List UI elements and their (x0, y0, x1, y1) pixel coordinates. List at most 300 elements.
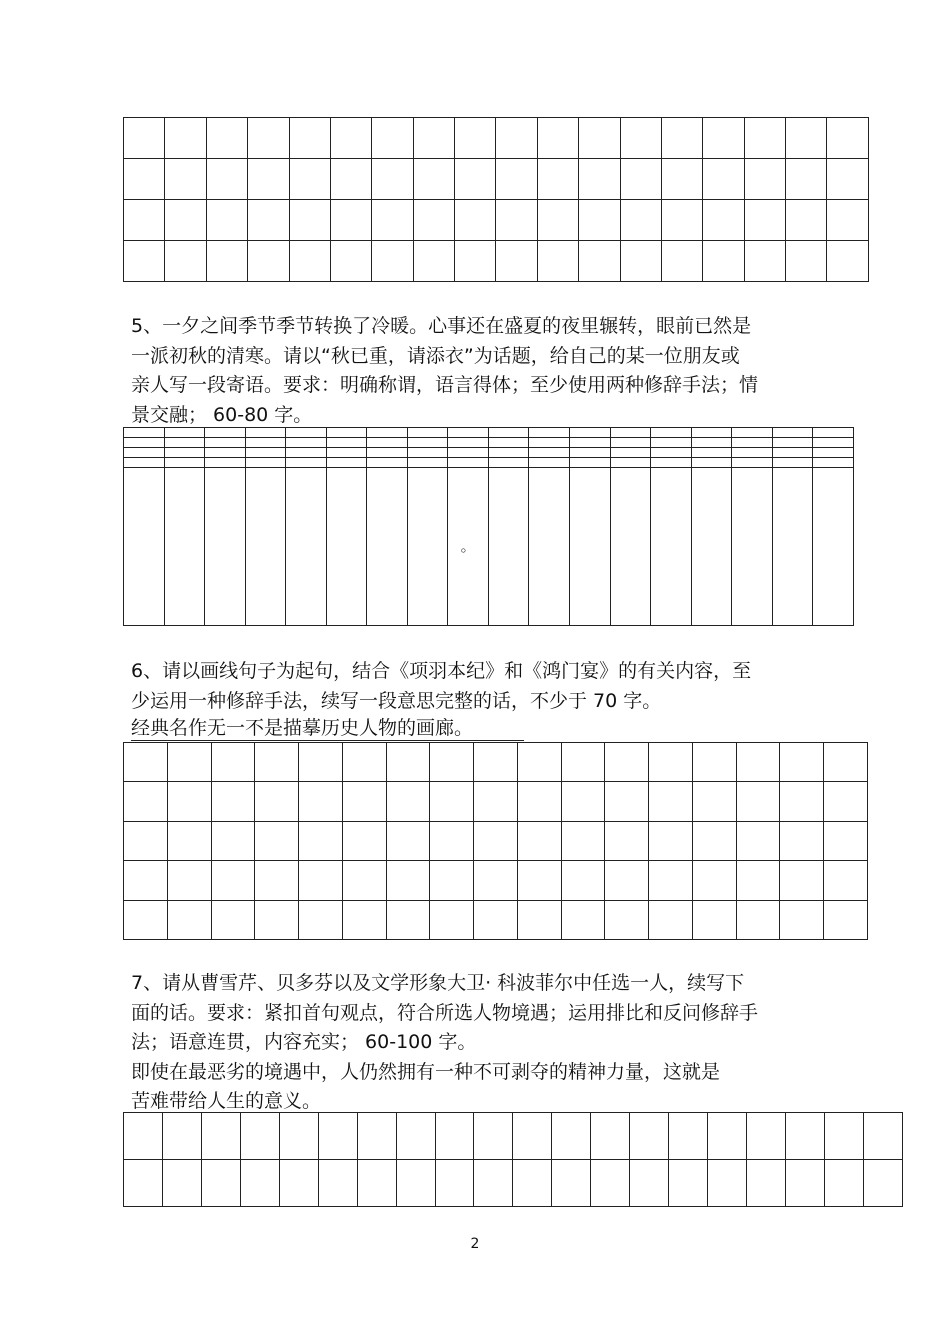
grid-cell[interactable] (289, 159, 330, 200)
grid-cell[interactable] (372, 118, 413, 159)
grid-cell[interactable] (372, 241, 413, 282)
grid-cell[interactable] (780, 821, 824, 860)
grid-cell[interactable] (561, 821, 605, 860)
grid-cell[interactable] (703, 200, 744, 241)
grid-cell[interactable] (435, 1160, 474, 1207)
grid-cell[interactable] (248, 159, 289, 200)
grid-cell[interactable] (786, 118, 827, 159)
grid-cell[interactable] (474, 861, 518, 900)
grid-cell[interactable] (552, 1160, 591, 1207)
grid-cell[interactable] (517, 861, 561, 900)
grid-cell[interactable] (786, 241, 827, 282)
grid-cell[interactable] (286, 437, 327, 447)
grid-cell[interactable] (164, 428, 205, 438)
grid-cell[interactable] (435, 1113, 474, 1160)
grid-cell[interactable] (474, 1113, 513, 1160)
grid-cell[interactable] (513, 1113, 552, 1160)
grid-cell[interactable] (162, 1160, 201, 1207)
grid-cell[interactable] (651, 428, 692, 438)
grid-row (124, 118, 869, 159)
grid-cell[interactable] (474, 900, 518, 939)
grid-cell[interactable] (813, 457, 854, 467)
grid-cell[interactable] (692, 900, 736, 939)
grid-cell[interactable] (430, 861, 474, 900)
grid-cell[interactable] (342, 861, 386, 900)
grid-cell[interactable] (124, 118, 165, 159)
grid-cell[interactable] (167, 782, 211, 821)
grid-cell[interactable] (529, 437, 570, 447)
grid-cell[interactable] (863, 1113, 902, 1160)
grid-cell[interactable] (772, 437, 813, 447)
grid-cell[interactable] (691, 457, 732, 467)
grid-cell[interactable] (413, 159, 454, 200)
grid-cell[interactable] (561, 900, 605, 939)
grid-cell[interactable] (488, 457, 529, 467)
grid-cell[interactable] (448, 457, 489, 467)
grid-cell[interactable] (413, 200, 454, 241)
grid-cell[interactable] (827, 159, 869, 200)
grid-cell[interactable] (496, 118, 537, 159)
grid-cell[interactable] (299, 782, 343, 821)
grid-cell[interactable] (570, 457, 611, 467)
grid-cell[interactable] (661, 118, 702, 159)
grid-cell[interactable] (651, 457, 692, 467)
grid-cell[interactable] (824, 1160, 863, 1207)
grid-cell[interactable] (124, 200, 165, 241)
grid-cell[interactable] (579, 200, 620, 241)
grid-cell[interactable] (649, 821, 693, 860)
grid-cell[interactable] (167, 743, 211, 782)
grid-cell[interactable] (330, 159, 371, 200)
grid-cell[interactable] (703, 159, 744, 200)
grid-cell[interactable] (124, 900, 168, 939)
grid-cell[interactable] (529, 457, 570, 467)
grid-cell[interactable] (747, 1113, 786, 1160)
grid-cell[interactable] (786, 159, 827, 200)
grid-cell[interactable] (206, 118, 247, 159)
grid-cell[interactable] (326, 437, 367, 447)
grid-cell[interactable] (496, 200, 537, 241)
grid-cell[interactable] (732, 428, 773, 438)
grid-cell[interactable] (692, 743, 736, 782)
grid-cell[interactable] (570, 437, 611, 447)
grid-cell[interactable] (703, 118, 744, 159)
grid-cell[interactable] (367, 467, 408, 625)
grid-cell[interactable] (255, 900, 299, 939)
grid-cell[interactable] (824, 782, 868, 821)
grid-cell[interactable] (732, 437, 773, 447)
grid-cell[interactable] (579, 118, 620, 159)
grid-cell[interactable] (124, 861, 168, 900)
grid-cell[interactable] (124, 437, 165, 447)
grid-cell[interactable] (245, 428, 286, 438)
grid-row (124, 1113, 903, 1160)
grid-cell[interactable] (591, 1113, 630, 1160)
grid-cell[interactable] (124, 467, 165, 625)
grid-cell[interactable] (342, 900, 386, 939)
grid-cell[interactable] (455, 200, 496, 241)
grid-cell[interactable] (813, 467, 854, 625)
grid-cell[interactable] (448, 447, 489, 457)
grid-cell[interactable] (863, 1160, 902, 1207)
grid-cell[interactable] (785, 1113, 824, 1160)
grid-cell[interactable] (517, 743, 561, 782)
grid-cell[interactable] (669, 1113, 708, 1160)
grid-cell[interactable] (286, 467, 327, 625)
grid-cell[interactable] (651, 447, 692, 457)
grid-cell[interactable] (649, 743, 693, 782)
grid-cell[interactable] (367, 437, 408, 447)
grid-cell[interactable] (605, 782, 649, 821)
grid-cell[interactable] (669, 1160, 708, 1207)
grid-cell[interactable] (488, 428, 529, 438)
grid-cell[interactable] (513, 1160, 552, 1207)
answer-grid-top[interactable] (123, 117, 869, 282)
grid-cell[interactable] (772, 457, 813, 467)
grid-cell[interactable] (205, 447, 246, 457)
grid-cell[interactable] (474, 782, 518, 821)
grid-cell[interactable] (824, 900, 868, 939)
grid-cell[interactable] (692, 861, 736, 900)
grid-cell[interactable] (330, 241, 371, 282)
grid-cell[interactable] (744, 118, 785, 159)
grid-cell[interactable] (407, 428, 448, 438)
grid-cell[interactable] (206, 200, 247, 241)
grid-cell[interactable] (162, 1113, 201, 1160)
grid-cell[interactable] (620, 241, 661, 282)
grid-cell[interactable] (529, 428, 570, 438)
grid-row (124, 447, 854, 457)
grid-cell[interactable] (326, 447, 367, 457)
grid-cell[interactable] (386, 861, 430, 900)
grid-cell[interactable] (651, 467, 692, 625)
grid-cell[interactable] (342, 782, 386, 821)
grid-cell[interactable] (299, 743, 343, 782)
grid-cell[interactable] (537, 159, 578, 200)
grid-cell[interactable] (286, 428, 327, 438)
grid-cell[interactable] (386, 743, 430, 782)
grid-cell[interactable] (610, 447, 651, 457)
grid-cell[interactable] (570, 467, 611, 625)
grid-cell[interactable] (413, 118, 454, 159)
grid-cell[interactable] (570, 428, 611, 438)
grid-cell[interactable] (430, 900, 474, 939)
grid-cell[interactable] (413, 241, 454, 282)
grid-cell[interactable] (396, 1160, 435, 1207)
grid-cell[interactable] (827, 200, 869, 241)
grid-cell[interactable] (620, 118, 661, 159)
grid-cell[interactable] (649, 782, 693, 821)
grid-cell[interactable] (496, 241, 537, 282)
grid-cell-mark[interactable]: 。 (448, 467, 489, 625)
grid-cell[interactable] (407, 437, 448, 447)
grid-cell[interactable] (165, 118, 206, 159)
grid-cell[interactable] (255, 821, 299, 860)
grid-cell[interactable] (448, 428, 489, 438)
grid-cell[interactable] (772, 467, 813, 625)
grid-cell[interactable] (732, 457, 773, 467)
grid-cell[interactable] (691, 428, 732, 438)
grid-cell[interactable] (827, 241, 869, 282)
grid-cell[interactable] (407, 467, 448, 625)
grid-cell[interactable] (610, 428, 651, 438)
grid-cell[interactable] (206, 241, 247, 282)
grid-cell[interactable] (780, 900, 824, 939)
grid-cell[interactable] (561, 782, 605, 821)
grid-cell[interactable] (164, 447, 205, 457)
grid-cell[interactable] (279, 1113, 318, 1160)
grid-cell[interactable] (703, 241, 744, 282)
grid-cell[interactable] (772, 447, 813, 457)
grid-cell[interactable] (211, 861, 255, 900)
grid-cell[interactable] (455, 118, 496, 159)
grid-cell[interactable] (386, 900, 430, 939)
answer-grid-question-6[interactable] (123, 742, 868, 940)
answer-grid-question-5[interactable] (123, 427, 854, 626)
grid-cell[interactable] (299, 861, 343, 900)
question-7-line: 即使在最恶劣的境遇中，人仍然拥有一种不可剥夺的精神力量，这就是 (131, 1060, 721, 1083)
grid-cell[interactable] (124, 1113, 163, 1160)
grid-cell[interactable] (124, 159, 165, 200)
grid-cell[interactable] (824, 1113, 863, 1160)
grid-cell[interactable] (255, 861, 299, 900)
grid-cell[interactable] (517, 821, 561, 860)
grid-cell[interactable] (605, 743, 649, 782)
grid-cell[interactable] (201, 1113, 240, 1160)
grid-cell[interactable] (326, 457, 367, 467)
grid-cell[interactable] (474, 743, 518, 782)
grid-cell[interactable] (386, 782, 430, 821)
grid-cell[interactable] (605, 900, 649, 939)
grid-cell[interactable] (206, 159, 247, 200)
grid-cell[interactable] (744, 159, 785, 200)
grid-cell[interactable] (124, 1160, 163, 1207)
grid-cell[interactable] (552, 1113, 591, 1160)
grid-cell[interactable] (744, 200, 785, 241)
grid-row (124, 743, 868, 782)
grid-cell[interactable] (124, 457, 165, 467)
grid-cell[interactable] (488, 437, 529, 447)
grid-cell[interactable] (517, 782, 561, 821)
grid-cell[interactable] (211, 743, 255, 782)
grid-cell[interactable] (430, 782, 474, 821)
grid-cell[interactable] (649, 900, 693, 939)
grid-cell[interactable] (430, 743, 474, 782)
grid-cell[interactable] (610, 467, 651, 625)
grid-cell[interactable] (561, 743, 605, 782)
grid-cell[interactable] (386, 821, 430, 860)
grid-cell[interactable] (124, 743, 168, 782)
grid-cell[interactable] (692, 782, 736, 821)
grid-cell[interactable] (164, 457, 205, 467)
grid-cell[interactable] (824, 821, 868, 860)
grid-cell[interactable] (326, 467, 367, 625)
grid-cell[interactable] (248, 118, 289, 159)
grid-cell[interactable] (407, 447, 448, 457)
grid-cell[interactable] (124, 782, 168, 821)
grid-cell[interactable] (211, 900, 255, 939)
grid-cell[interactable] (651, 437, 692, 447)
grid-cell[interactable] (167, 900, 211, 939)
grid-cell[interactable] (605, 821, 649, 860)
grid-cell[interactable] (211, 782, 255, 821)
grid-cell[interactable] (786, 200, 827, 241)
grid-cell[interactable] (367, 457, 408, 467)
grid-cell[interactable] (579, 159, 620, 200)
grid-cell[interactable] (165, 159, 206, 200)
grid-cell[interactable] (496, 159, 537, 200)
question-5-line: 一派初秋的清寒。请以“秋已重，请添衣”为话题，给自己的某一位朋友或 (131, 344, 740, 367)
grid-cell[interactable] (245, 467, 286, 625)
grid-cell[interactable] (165, 241, 206, 282)
grid-cell[interactable] (780, 743, 824, 782)
grid-cell[interactable] (736, 861, 780, 900)
grid-cell[interactable] (736, 900, 780, 939)
grid-cell[interactable] (240, 1113, 279, 1160)
grid-cell[interactable] (255, 743, 299, 782)
grid-cell[interactable] (396, 1113, 435, 1160)
grid-cell[interactable] (732, 447, 773, 457)
grid-cell[interactable] (610, 437, 651, 447)
grid-cell[interactable] (164, 437, 205, 447)
grid-cell[interactable] (570, 447, 611, 457)
grid-cell[interactable] (785, 1160, 824, 1207)
grid-cell[interactable] (289, 118, 330, 159)
grid-cell[interactable] (591, 1160, 630, 1207)
grid-cell[interactable] (605, 861, 649, 900)
grid-cell[interactable] (289, 241, 330, 282)
grid-cell[interactable] (537, 118, 578, 159)
grid-cell[interactable] (248, 241, 289, 282)
grid-cell[interactable] (448, 437, 489, 447)
grid-cell[interactable] (245, 457, 286, 467)
grid-cell[interactable] (286, 447, 327, 457)
grid-cell[interactable] (357, 1160, 396, 1207)
grid-cell[interactable] (326, 428, 367, 438)
grid-cell[interactable] (255, 782, 299, 821)
grid-cell[interactable] (240, 1160, 279, 1207)
grid-cell[interactable] (205, 457, 246, 467)
grid-cell[interactable] (205, 437, 246, 447)
grid-cell[interactable] (248, 200, 289, 241)
grid-cell[interactable] (537, 241, 578, 282)
grid-cell[interactable] (561, 861, 605, 900)
grid-cell[interactable] (430, 821, 474, 860)
grid-cell[interactable] (708, 1113, 747, 1160)
grid-cell[interactable] (691, 467, 732, 625)
grid-cell[interactable] (357, 1113, 396, 1160)
grid-cell[interactable] (372, 200, 413, 241)
grid-cell[interactable] (201, 1160, 240, 1207)
page-number: 2 (470, 1236, 480, 1252)
grid-cell[interactable] (579, 241, 620, 282)
grid-cell[interactable] (211, 821, 255, 860)
grid-cell[interactable] (610, 457, 651, 467)
grid-cell[interactable] (488, 467, 529, 625)
grid-cell[interactable] (455, 241, 496, 282)
grid-cell[interactable] (124, 447, 165, 457)
grid-cell[interactable] (286, 457, 327, 467)
grid-cell[interactable] (167, 821, 211, 860)
grid-cell[interactable] (630, 1113, 669, 1160)
grid-cell[interactable] (691, 447, 732, 457)
grid-cell[interactable] (744, 241, 785, 282)
grid-cell[interactable] (661, 200, 702, 241)
grid-cell[interactable] (474, 821, 518, 860)
grid-cell[interactable] (620, 200, 661, 241)
grid-cell[interactable] (124, 241, 165, 282)
grid-cell[interactable] (708, 1160, 747, 1207)
grid-cell[interactable] (649, 861, 693, 900)
grid-cell[interactable] (367, 447, 408, 457)
grid-cell[interactable] (732, 467, 773, 625)
grid-cell[interactable] (529, 447, 570, 457)
grid-cell[interactable] (772, 428, 813, 438)
grid-cell[interactable] (205, 467, 246, 625)
grid-cell[interactable] (691, 437, 732, 447)
grid-cell[interactable] (342, 821, 386, 860)
grid-cell[interactable] (342, 743, 386, 782)
grid-cell[interactable] (474, 1160, 513, 1207)
grid-cell[interactable] (813, 447, 854, 457)
grid-cell[interactable] (299, 900, 343, 939)
grid-cell[interactable] (813, 428, 854, 438)
grid-cell[interactable] (824, 743, 868, 782)
grid-cell[interactable] (407, 457, 448, 467)
grid-cell[interactable] (124, 428, 165, 438)
grid-cell[interactable] (372, 159, 413, 200)
grid-cell[interactable] (367, 428, 408, 438)
grid-cell[interactable] (630, 1160, 669, 1207)
grid-cell[interactable] (455, 159, 496, 200)
grid-cell[interactable] (279, 1160, 318, 1207)
grid-cell[interactable] (736, 821, 780, 860)
grid-cell[interactable] (488, 447, 529, 457)
grid-cell[interactable] (245, 437, 286, 447)
grid-cell[interactable] (747, 1160, 786, 1207)
grid-cell[interactable] (620, 159, 661, 200)
grid-cell[interactable] (165, 200, 206, 241)
grid-cell[interactable] (692, 821, 736, 860)
grid-cell[interactable] (661, 159, 702, 200)
grid-cell[interactable] (318, 1113, 357, 1160)
grid-cell[interactable] (124, 821, 168, 860)
grid-cell[interactable] (780, 782, 824, 821)
grid-cell[interactable] (167, 861, 211, 900)
grid-cell[interactable] (318, 1160, 357, 1207)
grid-cell[interactable] (736, 743, 780, 782)
grid-cell[interactable] (537, 200, 578, 241)
grid-cell[interactable] (661, 241, 702, 282)
grid-cell[interactable] (205, 428, 246, 438)
grid-cell[interactable] (245, 447, 286, 457)
grid-cell[interactable] (164, 467, 205, 625)
grid-cell[interactable] (330, 118, 371, 159)
question-7-line: 面的话。要求：紧扣首句观点，符合所选人物境遇；运用排比和反问修辞手 (131, 1001, 759, 1024)
question-6-line: 6、请以画线句子为起句，结合《项羽本纪》和《鸿门宴》的有关内容，至 (131, 660, 752, 682)
grid-cell[interactable] (289, 200, 330, 241)
grid-cell[interactable] (736, 782, 780, 821)
grid-cell[interactable] (330, 200, 371, 241)
grid-cell[interactable] (827, 118, 869, 159)
answer-grid-question-7[interactable] (123, 1112, 903, 1207)
grid-cell[interactable] (813, 437, 854, 447)
grid-cell[interactable] (780, 861, 824, 900)
grid-cell[interactable] (529, 467, 570, 625)
grid-cell[interactable] (517, 900, 561, 939)
grid-cell[interactable] (824, 861, 868, 900)
grid-cell[interactable] (299, 821, 343, 860)
